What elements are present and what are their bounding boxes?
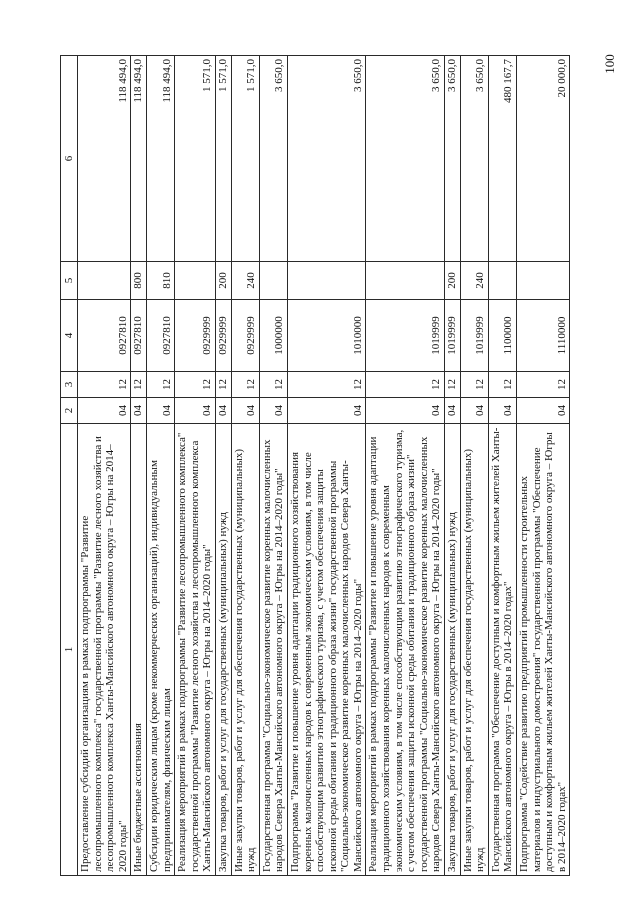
row-target-code: 0929999: [215, 300, 231, 372]
row-section: 04: [215, 398, 231, 424]
table-row: [259, 56, 287, 876]
row-expense-type: [259, 262, 287, 300]
row-section: 04: [517, 398, 570, 424]
table-row: [215, 56, 231, 876]
row-expense-type: 240: [460, 262, 488, 300]
row-expense-type: [78, 262, 131, 300]
header-cell: 3: [61, 372, 78, 398]
header-cell: 4: [61, 300, 78, 372]
row-target-code: 1100000: [488, 300, 516, 372]
row-amount: 118 494,0: [78, 56, 131, 262]
row-amount: 1 571,0: [215, 56, 231, 262]
row-expense-type: 800: [131, 262, 147, 300]
row-name: Реализация мероприятий в рамках подпрограммы "Развитие и повышение уровня адаптации традиционного хозяйствования коренных малочисленных народов к современным экономическим условиям, в том числе способствующим развитию этнографического туризма, с учетом обеспечения защиты исконной среды обитания и традиционного образа жизни" государственной программы "Социально-экономическое развитие коренных малочисленных народов Севера Ханты-Мансийского автономного округа – Югры на 2014–2020 годы": [366, 424, 445, 876]
row-subsection: 12: [488, 372, 516, 398]
table-row: [366, 56, 445, 876]
row-section: 04: [287, 398, 366, 424]
row-target-code: 1019999: [445, 300, 461, 372]
budget-table: [60, 55, 570, 876]
row-subsection: 12: [460, 372, 488, 398]
row-amount: 3 650,0: [259, 56, 287, 262]
rotated-page: [60, 56, 580, 876]
row-amount: 3 650,0: [366, 56, 445, 262]
row-subsection: 12: [287, 372, 366, 398]
row-section: 04: [231, 398, 259, 424]
table-row: [460, 56, 488, 876]
row-section: 04: [259, 398, 287, 424]
row-amount: 20 000,0: [517, 56, 570, 262]
row-amount: 3 650,0: [445, 56, 461, 262]
row-amount: 118 494,0: [146, 56, 174, 262]
row-name: Субсидии юридическим лицам (кроме некоммерческих организаций), индивидуальным предпринимателям, физическим лицам: [146, 424, 174, 876]
row-expense-type: [517, 262, 570, 300]
header-cell: 5: [61, 262, 78, 300]
table-row: [131, 56, 147, 876]
row-target-code: 1019999: [366, 300, 445, 372]
row-subsection: 12: [366, 372, 445, 398]
row-target-code: 0927810: [78, 300, 131, 372]
row-expense-type: [366, 262, 445, 300]
row-section: 04: [460, 398, 488, 424]
row-amount: 3 650,0: [287, 56, 366, 262]
row-section: 04: [445, 398, 461, 424]
row-expense-type: [175, 262, 216, 300]
table-row: [146, 56, 174, 876]
table-row: [231, 56, 259, 876]
header-cell: 1: [61, 424, 78, 876]
page-number: 100: [601, 54, 617, 74]
row-expense-type: 240: [231, 262, 259, 300]
row-name: Подпрограмма "Развитие и повышение уровня адаптации традиционного хозяйствования коренных малочисленных народов к современным экономическим условиям, в том числе способствующим развитию этнографического туризма, с учетом обеспечения защиты исконной среды обитания и традиционного образа жизни" государственной программы "Социально-экономическое развитие коренных малочисленных народов Севера Ханты-Мансийского автономного округа – Югры на 2014–2020 годы": [287, 424, 366, 876]
table-row: [517, 56, 570, 876]
row-name: Иные бюджетные ассигнования: [131, 424, 147, 876]
row-target-code: 1010000: [287, 300, 366, 372]
row-name: Закупка товаров, работ и услуг для государственных (муниципальных) нужд: [445, 424, 461, 876]
row-subsection: 12: [175, 372, 216, 398]
row-target-code: 0927810: [131, 300, 147, 372]
header-cell: 2: [61, 398, 78, 424]
row-target-code: 1110000: [517, 300, 570, 372]
header-cell: 6: [61, 56, 78, 262]
row-target-code: 0929999: [231, 300, 259, 372]
row-amount: 118 494,0: [131, 56, 147, 262]
row-expense-type: [287, 262, 366, 300]
row-name: Подпрограмма "Содействие развитию предприятий промышленности строительных материалов и индустриального домостроения" государственной программы "Обеспечение доступным и комфортным жильем жителей Ханты-Мансийского автономного округа – Югры в 2014–2020 годах": [517, 424, 570, 876]
row-name: Государственная программа "Обеспечение доступным и комфортным жильем жителей Ханты-Мансийского автономного округа – Югры в 2014–2020 годах": [488, 424, 516, 876]
row-subsection: 12: [78, 372, 131, 398]
row-section: 04: [131, 398, 147, 424]
header-row: [61, 56, 78, 876]
row-name: Закупка товаров, работ и услуг для государственных (муниципальных) нужд: [215, 424, 231, 876]
row-name: Иные закупки товаров, работ и услуг для обеспечения государственных (муниципальных) нужд: [460, 424, 488, 876]
row-name: Иные закупки товаров, работ и услуг для обеспечения государственных (муниципальных) нужд: [231, 424, 259, 876]
table-row: [445, 56, 461, 876]
row-expense-type: [488, 262, 516, 300]
row-target-code: 0929999: [175, 300, 216, 372]
row-amount: 480 167,7: [488, 56, 516, 262]
row-target-code: 1000000: [259, 300, 287, 372]
row-section: 04: [488, 398, 516, 424]
table-row: [287, 56, 366, 876]
row-name: Предоставление субсидий организациям в рамках подпрограммы "Развитие лесопромышленного комплекса" государственной программы "Развитие лесного хозяйства и лесопромышленного комплекса Ханты-Мансийского автономного округа – Югры на 2014–2020 годы": [78, 424, 131, 876]
row-subsection: 12: [517, 372, 570, 398]
row-subsection: 12: [231, 372, 259, 398]
table-row: [175, 56, 216, 876]
row-subsection: 12: [131, 372, 147, 398]
row-amount: 1 571,0: [231, 56, 259, 262]
row-expense-type: 200: [445, 262, 461, 300]
table-row: [488, 56, 516, 876]
row-subsection: 12: [215, 372, 231, 398]
row-subsection: 12: [445, 372, 461, 398]
row-name: Государственная программа "Социально-экономическое развитие коренных малочисленных народов Севера Ханты-Мансийского автономного округа – Югры на 2014–2020 годы": [259, 424, 287, 876]
row-section: 04: [78, 398, 131, 424]
row-target-code: 1019999: [460, 300, 488, 372]
row-section: 04: [175, 398, 216, 424]
row-subsection: 12: [259, 372, 287, 398]
row-section: 04: [366, 398, 445, 424]
row-subsection: 12: [146, 372, 174, 398]
row-amount: 3 650,0: [460, 56, 488, 262]
row-section: 04: [146, 398, 174, 424]
row-amount: 1 571,0: [175, 56, 216, 262]
row-expense-type: 810: [146, 262, 174, 300]
row-target-code: 0927810: [146, 300, 174, 372]
table-row: [78, 56, 131, 876]
row-name: Реализация мероприятий в рамках подпрограммы "Развитие лесопромышленного комплекса" государственной программы "Развитие лесного хозяйства и лесопромышленного комплекса Ханты-Мансийского автономного округа – Югры на 2014–2020 годы": [175, 424, 216, 876]
row-expense-type: 200: [215, 262, 231, 300]
